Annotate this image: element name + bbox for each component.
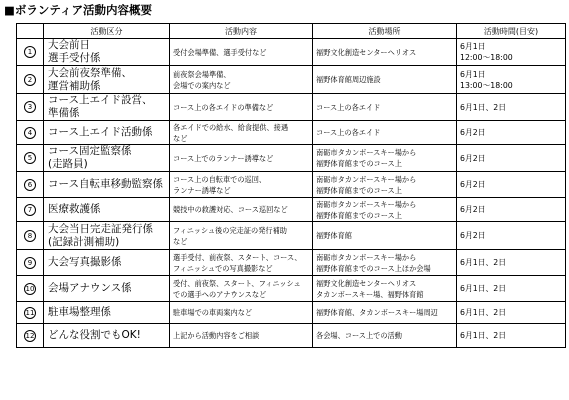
row-content-line: コース上でのランナー誘導など	[173, 153, 274, 163]
row-category	[44, 121, 170, 145]
row-category	[44, 198, 170, 222]
row-content	[170, 145, 313, 172]
row-time-line: 6月2日	[460, 231, 486, 240]
row-place	[313, 302, 457, 324]
circled-number: 2	[24, 74, 36, 86]
row-time	[457, 66, 566, 94]
row-time-line: 12:00〜18:00	[460, 53, 513, 62]
row-time-line: 6月2日	[460, 128, 486, 137]
row-category	[44, 172, 170, 198]
row-category-line: 大会前日	[48, 39, 90, 51]
row-content	[170, 324, 313, 348]
row-place-line: 福野体育館までのコース上	[316, 210, 402, 220]
row-number	[17, 39, 44, 66]
row-number	[17, 198, 44, 222]
table-row	[17, 66, 566, 94]
table-row	[17, 198, 566, 222]
circled-number: 4	[24, 127, 36, 139]
row-place	[313, 276, 457, 302]
row-category-line: 駐車場整理係	[48, 306, 111, 318]
row-content-line: ランナー誘導など	[173, 185, 231, 195]
row-place-line: タカンボースキー場、福野体育館	[316, 289, 424, 299]
row-place-line: 福野体育館	[316, 231, 352, 240]
table-row	[17, 94, 566, 121]
row-category	[44, 276, 170, 302]
table-row	[17, 39, 566, 66]
row-category-line: 大会前夜祭準備、	[48, 66, 132, 79]
row-time-line: 6月2日	[460, 180, 486, 189]
row-time	[457, 39, 566, 66]
row-place-line: 南砺市タカンボースキー場から	[316, 174, 417, 184]
table-row	[17, 302, 566, 324]
row-category	[44, 66, 170, 94]
row-place	[313, 198, 457, 222]
row-place	[313, 222, 457, 250]
row-number	[17, 276, 44, 302]
document-title: ■ボランティア活動内容概要	[4, 3, 152, 17]
row-time-line: 6月2日	[460, 205, 486, 214]
row-content-line: での選手へのアナウンスなど	[173, 289, 267, 299]
row-content-line: 選手受付、前夜祭、スタート、コース、	[173, 252, 302, 262]
row-content-line: など	[173, 133, 188, 143]
row-time-line: 6月1日	[460, 69, 486, 79]
row-category-line: 準備係	[48, 107, 80, 119]
row-time	[457, 222, 566, 250]
row-number	[17, 172, 44, 198]
row-time	[457, 250, 566, 276]
row-content-line: 受付会場準備、選手受付など	[173, 47, 267, 57]
row-place-line: 福野体育館までのコース上	[316, 159, 402, 168]
row-time	[457, 172, 566, 198]
row-place-line: 南砺市タカンボースキー場から	[316, 199, 417, 209]
row-number	[17, 222, 44, 250]
row-content-line: コース上の各エイドの準備など	[173, 102, 274, 112]
row-category-line: コース固定監察係	[48, 145, 132, 157]
row-time	[457, 121, 566, 145]
circled-number: 5	[24, 152, 36, 164]
table-row	[17, 276, 566, 302]
row-place	[313, 121, 457, 145]
row-place-line: 南砺市タカンボースキー場から	[316, 252, 417, 262]
row-place	[313, 39, 457, 66]
circled-number: 6	[24, 179, 36, 191]
row-category-line: 大会写真撮影係	[48, 256, 122, 268]
row-number	[17, 302, 44, 324]
row-category	[44, 39, 170, 66]
row-place	[313, 94, 457, 121]
row-category	[44, 94, 170, 121]
row-content-line: コース上の自転車での巡回、	[173, 174, 267, 184]
row-category-line: コース自転車移動監察係	[48, 178, 163, 190]
row-number	[17, 66, 44, 94]
row-time-line: 6月1日、2日	[460, 102, 507, 112]
row-time	[457, 324, 566, 348]
row-category	[44, 145, 170, 172]
row-content	[170, 198, 313, 222]
circled-number: 10	[25, 284, 35, 293]
row-time-line: 13:00〜18:00	[460, 80, 513, 90]
table-row	[17, 145, 566, 172]
row-time-line: 6月1日、2日	[460, 284, 507, 293]
header-time: 活動時間(目安)	[457, 24, 566, 39]
row-category-line: コース上エイド設営、	[48, 94, 153, 106]
row-time-line: 6月1日	[460, 42, 486, 51]
table-row	[17, 172, 566, 198]
row-time	[457, 302, 566, 324]
row-content	[170, 250, 313, 276]
row-place	[313, 145, 457, 172]
row-category-line: どんな役割でもOK!	[48, 329, 141, 341]
row-place-line: コース上の各エイド	[316, 102, 381, 112]
row-category-line: 大会当日完走証発行係	[48, 222, 153, 235]
row-content	[170, 276, 313, 302]
row-number	[17, 250, 44, 276]
row-place-line: 福野文化創造センターヘリオス	[316, 47, 417, 57]
row-place-line: 福野体育館、タカンボースキー場周辺	[316, 308, 438, 317]
row-content	[170, 222, 313, 250]
row-time-line: 6月1日、2日	[460, 258, 507, 267]
row-category	[44, 222, 170, 250]
table-row	[17, 324, 566, 348]
row-content-line: 会場での案内など	[173, 80, 231, 90]
row-category	[44, 302, 170, 324]
header-content: 活動内容	[170, 24, 313, 39]
circled-number: 12	[25, 331, 35, 340]
row-place	[313, 172, 457, 198]
row-content-line: 前夜祭会場準備、	[173, 69, 231, 79]
row-category-line: コース上エイド活動係	[48, 126, 153, 138]
row-place-line: コース上の各エイド	[316, 128, 381, 137]
row-time	[457, 276, 566, 302]
row-content-line: フィニッシュ後の完走証の発行補助	[173, 225, 287, 235]
circled-number: 8	[24, 230, 36, 242]
row-place-line: 各会場、コース上での活動	[316, 331, 402, 340]
row-content-line: 受付、前夜祭、スタート、フィニッシュ	[173, 278, 301, 288]
row-content-line: フィニッシュでの写真撮影など	[173, 263, 273, 273]
row-content	[170, 66, 313, 94]
row-place	[313, 324, 457, 348]
header-category: 活動区分	[44, 24, 170, 39]
row-place	[313, 66, 457, 94]
row-number	[17, 94, 44, 121]
row-number	[17, 145, 44, 172]
row-content-line: 上記から活動内容をご相談	[173, 331, 260, 340]
row-category-line: (走路員)	[48, 158, 88, 170]
table-row	[17, 222, 566, 250]
circled-number: 3	[24, 101, 36, 113]
row-content	[170, 172, 313, 198]
row-category-line: (記録計測補助)	[48, 235, 120, 248]
row-place	[313, 250, 457, 276]
circled-number: 9	[24, 257, 36, 269]
row-place-line: 福野体育館までのコース上	[316, 185, 402, 195]
row-number	[17, 324, 44, 348]
row-time-line: 6月1日、2日	[460, 331, 507, 340]
row-content-line: 駐車場での車両案内など	[173, 308, 253, 317]
row-time-line: 6月1日、2日	[460, 308, 507, 317]
table-row	[17, 250, 566, 276]
row-content-line: 各エイドでの給水、給食提供、接遇	[173, 122, 289, 132]
circled-number: 11	[25, 308, 35, 317]
row-category	[44, 324, 170, 348]
row-content	[170, 39, 313, 66]
row-content	[170, 94, 313, 121]
row-content-line: 競技中の救護対応、コース巡回など	[173, 205, 288, 214]
row-time	[457, 94, 566, 121]
row-content	[170, 121, 313, 145]
row-category	[44, 250, 170, 276]
row-time	[457, 145, 566, 172]
table-header-row	[17, 24, 566, 39]
row-place-line: 福野文化創造センターヘリオス	[316, 278, 417, 288]
row-category-line: 運営補助係	[48, 79, 101, 92]
header-place: 活動場所	[313, 24, 457, 39]
row-content	[170, 302, 313, 324]
row-time	[457, 198, 566, 222]
row-place-line: 福野体育館周辺施設	[316, 75, 381, 84]
row-number	[17, 121, 44, 145]
row-time-line: 6月2日	[460, 153, 486, 163]
row-place-line: 南砺市タカンボースキー場から	[316, 148, 417, 157]
header-number	[17, 24, 44, 39]
row-place-line: 福野体育館までのコース上ほか会場	[316, 263, 431, 273]
row-category-line: 選手受付係	[48, 52, 101, 64]
circled-number: 7	[24, 204, 36, 216]
volunteer-activity-table	[16, 23, 566, 348]
table-row	[17, 121, 566, 145]
row-content-line: など	[173, 236, 188, 246]
row-category-line: 医療救護係	[48, 203, 101, 215]
circled-number: 1	[24, 46, 36, 58]
row-category-line: 会場アナウンス係	[48, 282, 132, 294]
